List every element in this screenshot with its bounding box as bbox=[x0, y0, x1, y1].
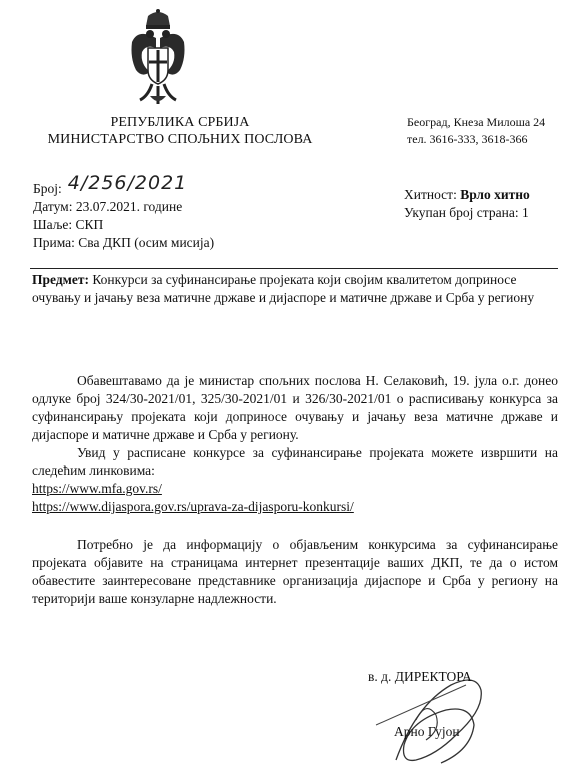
date-line: Датум: 23.07.2021. године bbox=[33, 199, 183, 214]
subject-block bbox=[32, 271, 560, 306]
paragraph-request bbox=[32, 536, 558, 608]
number-value: 4/256/2021 bbox=[67, 172, 188, 194]
urgency-label: Хитност: bbox=[404, 187, 457, 202]
urgency-block bbox=[404, 186, 530, 222]
issuer-ministry: МИНИСТАРСТВО СПОЉНИХ ПОСЛОВА bbox=[47, 132, 313, 147]
address-street: Београд, Кнеза Милоша 24 bbox=[407, 115, 546, 129]
issuer-country: РЕПУБЛИКА СРБИЈА bbox=[110, 115, 250, 130]
number-line bbox=[33, 172, 214, 198]
paragraph-3-text: Потребно је да информацију о објављеним конкурсима за суфинансирање пројеката објавите на страницама интернет презентације ваших ДКП, те да о истом обавестите заинтересоване представнике организација дијаспоре и Срба у региону на територији ваше конзуларне надлежности. bbox=[32, 537, 558, 606]
paragraph-links bbox=[32, 444, 558, 516]
link-mfa[interactable]: https://www.mfa.gov.rs/ bbox=[32, 481, 162, 496]
paragraph-1-text: Обавештавамо да је министар спољних послова Н. Селаковић, 19. јула о.г. донео одлуке број 324/30-2021/01, 325/30-2021/01 и 326/30-2021/01 о расписивању конкурса за суфинансирању пројеката који доприносе очувању и јачању веза матичне државе и дијаспоре и матичне државе и Срба у региону. bbox=[32, 373, 558, 442]
number-label: Број: bbox=[33, 181, 62, 196]
paragraph-announcement bbox=[32, 372, 558, 444]
subject-text: Конкурси за суфинансирање пројеката који својим квалитетом доприносе очувању и јачању веза матичне државе и дијаспоре и матичне државе и Срба у региону bbox=[32, 272, 535, 305]
urgency-line bbox=[404, 186, 530, 204]
urgency-value: Врло хитно bbox=[460, 187, 530, 202]
address-phone: тел. 3616-333, 3618-366 bbox=[407, 132, 528, 146]
subject-label: Предмет: bbox=[32, 272, 89, 287]
link-dijaspora[interactable]: https://www.dijaspora.gov.rs/uprava-za-dijasporu-konkursi/ bbox=[32, 499, 354, 514]
issuer-block bbox=[30, 114, 330, 148]
signature-name: Арно Гујон bbox=[394, 724, 460, 739]
signature-title: в. д. ДИРЕКТОРА bbox=[368, 669, 472, 684]
document-meta bbox=[33, 172, 215, 252]
sender-line: Шаље: СКП bbox=[33, 217, 104, 232]
coat-of-arms-icon bbox=[128, 8, 188, 108]
paragraph-2-text: Увид у расписане конкурсе за суфинансирање пројеката можете извршити на следећим линковима: bbox=[32, 445, 558, 478]
page-count: Укупан број страна: 1 bbox=[404, 205, 529, 220]
subject-divider bbox=[30, 268, 558, 269]
recipient-line: Прима: Сва ДКП (осим мисија) bbox=[33, 235, 215, 250]
address-block bbox=[407, 114, 545, 148]
